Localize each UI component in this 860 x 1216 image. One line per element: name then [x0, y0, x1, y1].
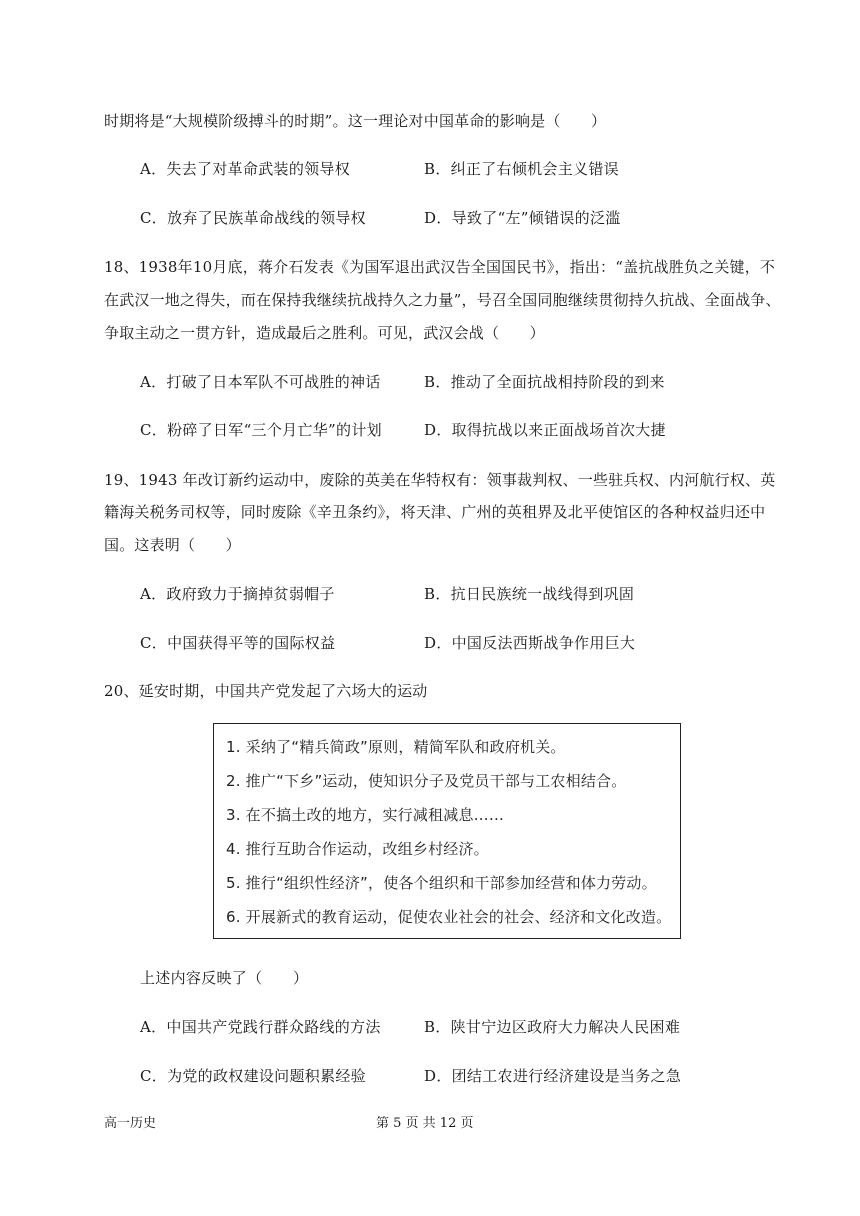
q20-material-box: [213, 723, 681, 939]
q20-option-a: A．中国共产党践行群众路线的方法: [140, 1018, 381, 1036]
q18-option-a: A．打破了日本军队不可战胜的神话: [140, 373, 381, 391]
q20-option-d: D．团结工农进行经济建设是当务之急: [424, 1067, 682, 1085]
q19-stem-line-2: 籍海关税务司权等，同时废除《辛丑条约》，将天津、广州的英租界及北平使馆区的各种权益归还中: [104, 503, 766, 521]
q18-stem-line-1: 18、1938年10月底，蒋介石发表《为国军退出武汉告全国国民书》，指出：“盖抗战胜负之关键，不: [104, 258, 776, 276]
q17-stem-tail: 时期将是“大规模阶级搏斗的时期”。这一理论对中国革命的影响是（ ）: [104, 112, 607, 130]
q20-box-item-2: 2. 推广“下乡”运动，使知识分子及党员干部与工农相结合。: [226, 772, 627, 790]
q19-stem-line-3: 国。这表明（ ）: [104, 536, 241, 554]
q18-option-c: C．粉碎了日军“三个月亡华”的计划: [140, 421, 382, 439]
q19-option-d: D．中国反法西斯战争作用巨大: [424, 634, 636, 652]
q17-option-d: D．导致了“左”倾错误的泛滥: [424, 209, 621, 227]
q20-option-b: B．陕甘宁边区政府大力解决人民困难: [424, 1018, 681, 1036]
q20-box-item-3: 3. 在不搞土改的地方，实行减租减息……: [226, 806, 505, 824]
q20-box-item-6: 6. 开展新式的教育运动，促使农业社会的社会、经济和文化改造。: [226, 908, 672, 926]
q18-option-b: B．推动了全面抗战相持阶段的到来: [424, 373, 665, 391]
q18-option-d: D．取得抗战以来正面战场首次大捷: [424, 421, 666, 439]
q20-box-item-5: 5. 推行“组织性经济”，使各个组织和干部参加经营和体力劳动。: [226, 874, 657, 892]
q20-stem: 20、延安时期，中国共产党发起了六场大的运动: [104, 682, 428, 700]
q17-option-a: A．失去了对革命武装的领导权: [140, 160, 351, 178]
q19-option-c: C．中国获得平等的国际权益: [140, 634, 336, 652]
q19-option-b: B．抗日民族统一战线得到巩固: [424, 585, 635, 603]
footer-page-number: 第 5 页 共 12 页: [376, 1116, 474, 1131]
q17-option-c: C．放弃了民族革命战线的领导权: [140, 209, 366, 227]
q20-box-item-4: 4. 推行互助合作运动，改组乡村经济。: [226, 840, 489, 858]
q20-option-c: C．为党的政权建设问题积累经验: [140, 1067, 366, 1085]
q20-box-item-1: 1. 采纳了“精兵简政”原则，精简军队和政府机关。: [226, 738, 566, 756]
q19-stem-line-1: 19、1943 年改订新约运动中，废除的英美在华特权有：领事裁判权、一些驻兵权、内河航行权、英: [104, 471, 776, 489]
q18-stem-line-2: 在武汉一地之得失，而在保持我继续抗战持久之力量”，号召全国同胞继续贯彻持久抗战、全面战争、: [104, 291, 781, 309]
footer-subject: 高一历史: [104, 1116, 157, 1131]
q19-option-a: A．政府致力于摘掉贫弱帽子: [140, 585, 335, 603]
q17-option-b: B．纠正了右倾机会主义错误: [424, 160, 619, 178]
q20-question: 上述内容反映了（ ）: [140, 969, 309, 987]
q18-stem-line-3: 争取主动之一贯方针，造成最后之胜利。可见，武汉会战（ ）: [104, 324, 545, 342]
